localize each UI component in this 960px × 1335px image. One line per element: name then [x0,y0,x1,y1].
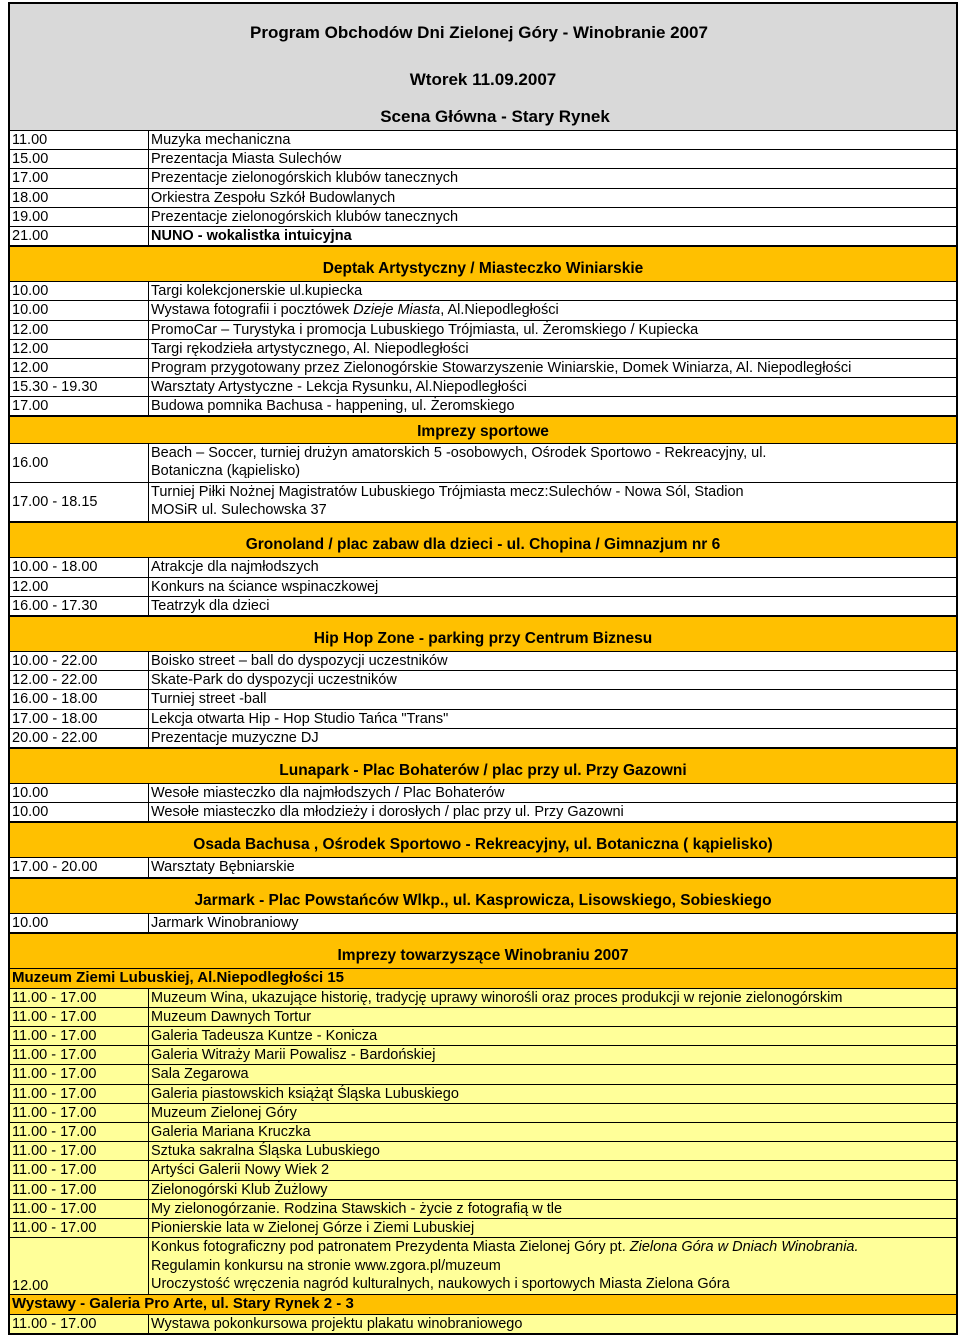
osada-section-title: Osada Bachusa , Ośrodek Sportowo - Rekreacyjny, ul. Botaniczna ( kąpielisko) [193,836,773,854]
gronoland-section-title: Gronoland / plac zabaw dla dzieci - ul. Chopina / Gimnazjum nr 6 [245,536,721,554]
event-time: 17.00 - 18.15 [12,494,98,511]
event-desc: Wesołe miasteczko dla młodzieży i dorosłych / plac przy ul. Przy Gazowni [148,803,956,821]
event-desc: Budowa pomnika Bachusa - happening, ul. Żeromskiego [148,397,956,415]
jarmark-section-title: Jarmark - Plac Powstańców Wlkp., ul. Kasprowicza, Lisowskiego, Sobieskiego [194,891,772,909]
event-desc: Konkus fotograficzny pod patronatem Prezydenta Miasta Zielonej Góry pt. Zielona Góra w Dniach Winobrania. Regulamin konkursu na stronie www.zgora.pl/muzeum Uroczystość wręczenia nagród kulturalnych, naukowych i sportowych Miasta Zielona Góra [148,1238,956,1294]
event-time: 10.00 [12,283,49,300]
event-time: 21.00 [12,227,49,244]
event-desc: NUNO - wokalistka intuicyjna [148,227,956,245]
event-desc: Targi rękodzieła artystycznego, Al. Niepodległości [148,340,956,358]
event-time: 11.00 - 17.00 [12,1028,97,1045]
event-desc: Prezentacje zielonogórskich klubów tanecznych [148,208,956,226]
program-sheet [8,2,958,1335]
gallery-list [10,1315,956,1333]
event-time: 12.00 [12,1278,49,1295]
event-desc: Muzeum Dawnych Tortur [148,1008,956,1026]
event-desc: Wesołe miasteczko dla najmłodszych / Plac Bohaterów [148,784,956,802]
event-time: 15.00 [12,151,49,168]
event-time: 17.00 [12,398,49,415]
event-time: 11.00 - 17.00 [12,1124,97,1140]
event-time: 20.00 - 22.00 [12,729,98,746]
event-time: 11.00 - 17.00 [12,1181,97,1198]
photo-contest-row [10,1238,956,1295]
event-time: 11.00 - 17.00 [12,989,97,1006]
event-time: 16.00 [12,455,49,472]
event-desc: PromoCar – Turystyka i promocja Lubuskiego Trójmiasta, ul. Żeromskiego / Kupiecka [148,321,956,339]
gallery-header: Wystawy - Galeria Pro Arte, ul. Stary Rynek 2 - 3 [10,1295,956,1315]
program-title: Program Obchodów Dni Zielonej Góry - Winobranie 2007 [250,23,708,42]
event-time: 11.00 - 17.00 [12,1085,97,1102]
event-time: 11.00 [12,132,48,148]
event-desc: Galeria Mariana Kruczka [148,1123,956,1141]
event-desc: Wystawa fotografii i pocztówek Dzieje Miasta, Al.Niepodległości [148,301,956,319]
event-desc: Muzyka mechaniczna [148,131,956,149]
event-time: 11.00 - 17.00 [12,1219,97,1236]
event-time: 11.00 - 17.00 [12,1104,97,1121]
event-time: 18.00 [12,189,49,206]
event-desc: Galeria Tadeusza Kuntze - Konicza [148,1027,956,1045]
event-desc: Muzeum Zielonej Góry [148,1104,956,1122]
gronoland-list [10,558,956,616]
event-desc: Program przygotowany przez Zielonogórskie Stowarzyszenie Winiarskie, Domek Winiarza, Al. Niepodległości [148,359,956,377]
sport-section-title: Imprezy sportowe [417,423,549,441]
event-time: 11.00 - 17.00 [12,1066,97,1083]
event-time: 12.00 [12,578,49,595]
event-desc: Artyści Galerii Nowy Wiek 2 [148,1161,956,1179]
event-desc: Turniej Piłki Nożnej Magistratów Lubuskiego Trójmiasta mecz:Sulechów - Nowa Sól, Stadion MOSiR ul. Sulechowska 37 [148,483,771,521]
event-desc: Turniej street -ball [148,690,956,708]
event-time: 10.00 [12,914,49,931]
event-time: 10.00 [12,784,49,801]
main-stage-list [10,131,956,246]
event-desc: Prezentacje muzyczne DJ [148,729,956,747]
event-time: 10.00 - 22.00 [12,653,98,669]
event-time: 12.00 - 22.00 [12,672,98,689]
event-time: 17.00 [12,170,49,187]
event-desc: Warsztaty Artystyczne - Lekcja Rysunku, Al.Niepodległości [148,378,956,396]
osada-list [10,858,956,877]
event-desc: Boisko street – ball do dyspozycji uczestników [148,652,956,670]
program-header [10,4,956,131]
event-desc: Warsztaty Bębniarskie [148,858,956,876]
event-desc: Galeria piastowskich książąt Śląska Lubuskiego [148,1085,956,1103]
event-desc: My zielonogórzanie. Rodzina Stawskich - życie z fotografią w tle [148,1200,956,1218]
event-desc: Teatrzyk dla dzieci [148,597,956,615]
hiphop-section-title: Hip Hop Zone - parking przy Centrum Biznesu [313,630,653,647]
event-desc: Beach – Soccer, turniej drużyn amatorskich 5 -osobowych, Ośrodek Sportowo - Rekreacyjny, ul. Botaniczna (kąpielisko) [148,444,801,482]
main-stage-title: Scena Główna - Stary Rynek [380,107,610,126]
event-desc: Orkiestra Zespołu Szkół Budowlanych [148,189,956,207]
event-time: 11.00 - 17.00 [12,1143,97,1160]
event-time: 11.00 - 17.00 [12,1200,97,1217]
event-time: 16.00 - 17.30 [12,597,98,614]
event-desc: Atrakcje dla najmłodszych [148,558,956,576]
event-desc: Konkurs na ściance wspinaczkowej [148,578,956,596]
event-desc: Muzeum Wina, ukazujące historię, tradycję uprawy winorośli oraz proces produkcji w rejonie zielonogórskim [148,989,956,1007]
event-time: 10.00 - 18.00 [12,559,98,576]
event-time: 11.00 - 17.00 [12,1047,97,1064]
event-time: 12.00 [12,321,49,338]
event-time: 11.00 - 17.00 [12,1316,97,1333]
event-time: 15.30 - 19.30 [12,379,98,396]
event-time: 16.00 - 18.00 [12,691,98,708]
event-desc: Sztuka sakralna Śląska Lubuskiego [148,1142,956,1160]
event-time: 12.00 [12,340,49,357]
event-desc: Pionierskie lata w Zielonej Górze i Ziemi Lubuskiej [148,1219,956,1237]
event-time: 10.00 [12,804,49,821]
event-desc: Prezentacje zielonogórskich klubów tanecznych [148,169,956,187]
lunapark-section-title: Lunapark - Plac Bohaterów / plac przy ul. Przy Gazowni [279,761,687,779]
event-time: 11.00 - 17.00 [12,1008,97,1025]
event-desc: Jarmark Winobraniowy [148,914,956,932]
event-time: 17.00 - 18.00 [12,710,98,727]
museum-header: Muzeum Ziemi Lubuskiej, Al.Niepodległości 15 [10,969,956,989]
jarmark-list [10,914,956,933]
lunapark-list [10,784,956,822]
program-date: Wtorek 11.09.2007 [409,70,557,89]
event-time: 17.00 - 20.00 [12,859,98,876]
deptak-section-title: Deptak Artystyczny / Miasteczko Winiarskie [322,260,644,278]
accompanying-section-title: Imprezy towarzyszące Winobraniu 2007 [337,946,629,964]
event-desc: Wystawa pokonkursowa projektu plakatu winobraniowego [148,1315,956,1333]
event-time: 10.00 [12,302,49,319]
event-desc: Targi kolekcjonerskie ul.kupiecka [148,282,956,300]
event-desc: Skate-Park do dyspozycji uczestników [148,671,956,689]
museum-list [10,989,956,1238]
hiphop-list [10,652,956,748]
event-desc: Zielonogórski Klub Żużlowy [148,1181,956,1199]
deptak-list [10,282,956,416]
event-desc: Prezentacja Miasta Sulechów [148,150,956,168]
event-time: 12.00 [12,359,49,376]
event-desc: Lekcja otwarta Hip - Hop Studio Tańca "Trans" [148,710,956,728]
event-time: 19.00 [12,208,49,225]
event-time: 11.00 - 17.00 [12,1162,97,1179]
event-desc: Galeria Witraży Marii Powalisz - Bardońskiej [148,1046,956,1064]
sport-list [10,444,956,522]
event-desc: Sala Zegarowa [148,1065,956,1083]
